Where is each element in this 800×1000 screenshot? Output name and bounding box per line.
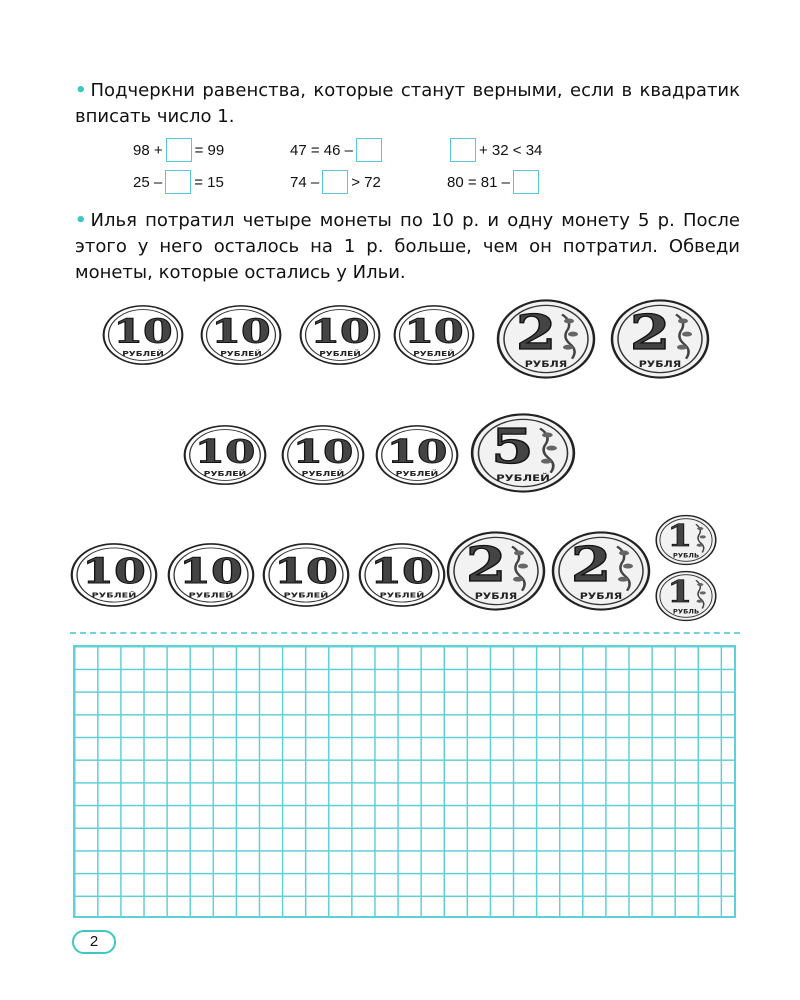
leaf-icon: [514, 551, 524, 556]
leaf-icon: [700, 535, 706, 538]
leaf-icon: [619, 551, 629, 556]
answer-box-1[interactable]: [166, 138, 192, 162]
coin-graphic: [358, 542, 446, 608]
leaf-icon: [513, 577, 523, 582]
leaf-icon: [541, 459, 552, 464]
leaf-icon: [677, 345, 687, 350]
task2-text: Илья потратил четыре монеты по 10 р. и одну монету 5 р. После этого у него осталось на 1 р. больше, чем он потратил. Обведи монеты, которые остались у Ильи.: [75, 210, 740, 283]
coin-label: РУБЛЬ: [672, 553, 700, 560]
coin-value: 10: [82, 550, 146, 592]
coin-label: РУБЛЕЙ: [91, 591, 137, 600]
equation-5-left: 74 –: [290, 173, 320, 191]
coin-value: 2: [629, 304, 671, 361]
coin-10-rub[interactable]: [358, 542, 446, 608]
coin-value: 5: [491, 417, 534, 475]
equation-3-right: + 32 < 34: [479, 141, 543, 159]
leaf-icon: [623, 564, 633, 569]
coin-label: РУБЛЯ: [524, 359, 568, 370]
equation-4-left: 25 –: [133, 173, 163, 191]
answer-box-3[interactable]: [450, 138, 476, 162]
coin-1-rub[interactable]: [655, 570, 717, 622]
coin-label: РУБЛЯ: [638, 359, 682, 370]
coin-label: РУБЛЕЙ: [203, 469, 247, 478]
leaf-icon: [546, 446, 557, 451]
leaf-icon: [700, 591, 706, 594]
coin-value: 10: [310, 312, 370, 351]
coin-10-rub[interactable]: [167, 542, 255, 608]
coin-10-rub[interactable]: [375, 424, 459, 486]
equation-1-right: = 99: [194, 141, 225, 159]
coin-value: 10: [179, 550, 243, 592]
equation-2: [290, 137, 385, 163]
coin-value: 10: [211, 312, 271, 351]
task1-instruction: [75, 78, 740, 130]
leaf-icon: [542, 433, 553, 438]
squared-grid[interactable]: [73, 645, 736, 918]
coin-10-rub[interactable]: [281, 424, 365, 486]
coin-label: РУБЛЯ: [474, 591, 518, 602]
equation-2-left: 47 = 46 –: [290, 141, 353, 159]
leaf-icon: [618, 577, 628, 582]
coin-value: 10: [194, 433, 256, 471]
leaf-icon: [564, 319, 574, 324]
coin-label: РУБЛЕЙ: [395, 469, 439, 478]
coin-graphic: [102, 304, 184, 366]
coin-1-rub[interactable]: [655, 514, 717, 566]
answer-box-6[interactable]: [513, 170, 539, 194]
coin-2-rub[interactable]: [551, 530, 651, 612]
coin-value: 2: [515, 304, 557, 361]
coin-10-rub[interactable]: [102, 304, 184, 366]
leaf-icon: [568, 332, 578, 337]
coin-graphic: [200, 304, 282, 366]
coin-value: 2: [465, 536, 507, 593]
leaf-icon: [518, 564, 528, 569]
coin-value: 1: [667, 574, 693, 610]
task2-instruction: [75, 208, 740, 286]
coin-value: 10: [292, 433, 354, 471]
leaf-icon: [563, 345, 573, 350]
coin-graphic: [610, 298, 710, 380]
coin-label: РУБЛЕЙ: [283, 591, 329, 600]
equation-1-left: 98 +: [133, 141, 163, 159]
answer-box-5[interactable]: [322, 170, 348, 194]
coin-label: РУБЛЕЙ: [188, 591, 234, 600]
coin-graphic: [446, 530, 546, 612]
coin-label: РУБЛЕЙ: [413, 350, 455, 358]
coin-label: РУБЛЬ: [672, 609, 700, 616]
coin-graphic: [281, 424, 365, 486]
leaf-icon: [697, 600, 703, 603]
answer-box-4[interactable]: [165, 170, 191, 194]
leaf-icon: [697, 527, 703, 530]
coin-graphic: [496, 298, 596, 380]
coin-10-rub[interactable]: [70, 542, 158, 608]
coin-graphic: [375, 424, 459, 486]
answer-box-2[interactable]: [356, 138, 382, 162]
page-number: 2: [72, 930, 116, 954]
equation-3: [447, 137, 542, 163]
equation-5: [290, 169, 381, 195]
equation-6: [447, 169, 542, 195]
coin-value: 1: [667, 518, 693, 554]
coin-5-rub[interactable]: [470, 412, 576, 494]
coin-label: РУБЛЕЙ: [122, 350, 164, 358]
leaf-icon: [697, 544, 703, 547]
equation-6-left: 80 = 81 –: [447, 173, 510, 191]
equation-4-right: = 15: [194, 173, 224, 191]
coin-10-rub[interactable]: [262, 542, 350, 608]
coin-2-rub[interactable]: [610, 298, 710, 380]
coin-2-rub[interactable]: [496, 298, 596, 380]
coin-value: 10: [113, 312, 173, 351]
coin-10-rub[interactable]: [183, 424, 267, 486]
leaf-icon: [678, 319, 688, 324]
coin-label: РУБЛЕЙ: [301, 469, 345, 478]
coin-value: 10: [386, 433, 448, 471]
coin-graphic: [393, 304, 475, 366]
coin-value: 10: [370, 550, 434, 592]
coin-graphic: [655, 514, 717, 566]
coin-10-rub[interactable]: [299, 304, 381, 366]
coin-graphic: [262, 542, 350, 608]
coin-graphic: [70, 542, 158, 608]
task1-bullet: •: [75, 80, 87, 101]
coin-graphic: [183, 424, 267, 486]
coin-graphic: [299, 304, 381, 366]
task2-bullet: •: [75, 210, 87, 231]
leaf-icon: [697, 583, 703, 586]
coin-label: РУБЛЕЙ: [496, 473, 550, 484]
coin-label: РУБЛЕЙ: [379, 591, 425, 600]
coin-graphic: [470, 412, 576, 494]
coin-2-rub[interactable]: [446, 530, 546, 612]
coin-label: РУБЛЕЙ: [319, 350, 361, 358]
coin-10-rub[interactable]: [200, 304, 282, 366]
equation-4: [133, 169, 224, 195]
coin-10-rub[interactable]: [393, 304, 475, 366]
equation-1: [133, 137, 224, 163]
coin-value: 2: [570, 536, 612, 593]
coin-label: РУБЛЯ: [579, 591, 623, 602]
dashed-divider: [70, 632, 740, 634]
task1-text: Подчеркни равенства, которые станут верными, если в квадратик вписать число 1.: [75, 80, 740, 127]
equation-5-right: > 72: [351, 173, 381, 191]
coin-value: 10: [274, 550, 338, 592]
coin-graphic: [167, 542, 255, 608]
coin-label: РУБЛЕЙ: [220, 350, 262, 358]
coin-graphic: [551, 530, 651, 612]
coin-value: 10: [404, 312, 464, 351]
leaf-icon: [682, 332, 692, 337]
coin-graphic: [655, 570, 717, 622]
